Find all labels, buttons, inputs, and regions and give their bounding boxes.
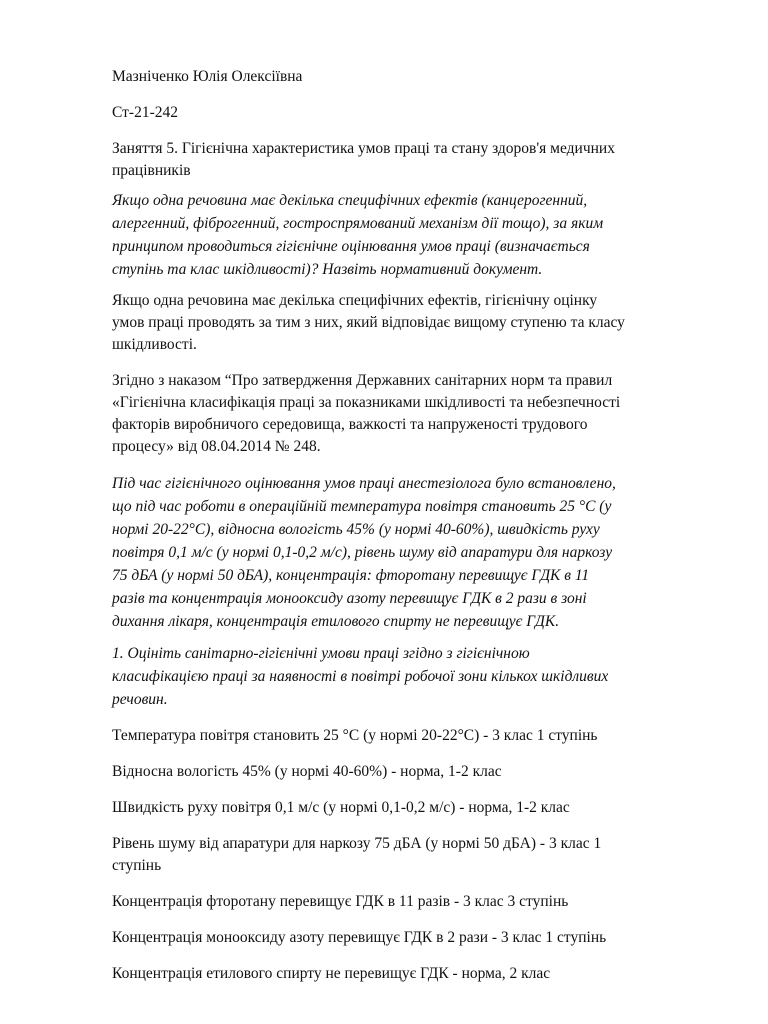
reference-line: Згідно з наказом “Про затвердження Державних санітарних норм та правил bbox=[112, 372, 613, 389]
answer-paragraph bbox=[112, 290, 712, 356]
subquestion-line: 1. Оцініть санітарно-гігієнічні умови праці згідно з гігієнічною bbox=[112, 645, 530, 662]
result-line: Концентрація етилового спирту не перевищує ГДК - норма, 2 клас bbox=[112, 965, 551, 982]
reference-line: факторів виробничого середовища, важкості та напруженості трудового bbox=[112, 416, 588, 433]
student-group: Ст-21-242 bbox=[112, 104, 178, 121]
task-line: що під час роботи в операційній температура повітря становить 25 °C (у bbox=[112, 498, 612, 515]
answer-line: шкідливості. bbox=[112, 336, 197, 353]
result-line: Концентрація фторотану перевищує ГДК в 11 разів - 3 клас 3 ступінь bbox=[112, 893, 569, 910]
task-line: 75 дБА (у нормі 50 дБА), концентрація: фторотану перевищує ГДК в 11 bbox=[112, 567, 590, 584]
task-line: нормі 20-22°C), відносна вологість 45% (у нормі 40-60%), швидкість руху bbox=[112, 521, 600, 538]
document-page bbox=[112, 66, 712, 999]
result-line: Відносна вологість 45% (у нормі 40-60%) - норма, 1-2 клас bbox=[112, 763, 502, 780]
answer-line: Якщо одна речовина має декілька специфічних ефектів, гігієнічну оцінку bbox=[112, 292, 598, 309]
task-line: повітря 0,1 м/с (у нормі 0,1-0,2 м/с), рівень шуму від апаратури для наркозу bbox=[112, 544, 613, 561]
result-nitric-oxide bbox=[112, 927, 712, 949]
result-air-speed bbox=[112, 797, 712, 819]
result-line: ступінь bbox=[112, 857, 162, 874]
question-paragraph bbox=[112, 189, 712, 281]
reference-line: процесу» від 08.04.2014 № 248. bbox=[112, 438, 321, 455]
result-noise bbox=[112, 833, 712, 877]
result-fluorotane bbox=[112, 891, 712, 913]
lesson-title bbox=[112, 138, 712, 182]
subquestion-line: речовин. bbox=[112, 691, 168, 708]
result-ethanol bbox=[112, 963, 712, 985]
subquestion-paragraph bbox=[112, 642, 712, 711]
result-humidity bbox=[112, 761, 712, 783]
question-line: ступінь та клас шкідливості)? Назвіть нормативний документ. bbox=[112, 261, 543, 278]
result-line: Температура повітря становить 25 °C (у нормі 20-22°C) - 3 клас 1 ступінь bbox=[112, 727, 598, 744]
lesson-title-line: Заняття 5. Гігієнічна характеристика умов праці та стану здоров'я медичних bbox=[112, 140, 615, 157]
result-line: Концентрація монооксиду азоту перевищує ГДК в 2 рази - 3 клас 1 ступінь bbox=[112, 929, 607, 946]
subquestion-line: класифікацією праці за наявності в повітрі робочої зони кількох шкідливих bbox=[112, 668, 609, 685]
answer-line: умов праці проводять за тим з них, який відповідає вищому ступеню та класу bbox=[112, 314, 625, 331]
result-line: Швидкість руху повітря 0,1 м/с (у нормі 0,1-0,2 м/с) - норма, 1-2 клас bbox=[112, 799, 570, 816]
task-line: разів та концентрація монооксиду азоту перевищує ГДК в 2 рази в зоні bbox=[112, 590, 587, 607]
task-paragraph bbox=[112, 472, 712, 633]
author-name: Мазніченко Юлія Олексіївна bbox=[112, 68, 303, 85]
question-line: алергенний, фіброгенний, гостроспрямований механізм дії тощо), за яким bbox=[112, 215, 604, 232]
lesson-title-line: працівників bbox=[112, 162, 191, 179]
question-line: Якщо одна речовина має декілька специфічних ефектів (канцерогенний, bbox=[112, 192, 588, 209]
reference-paragraph bbox=[112, 370, 712, 458]
result-temperature bbox=[112, 725, 712, 747]
reference-line: «Гігієнічна класифікація праці за показниками шкідливості та небезпечності bbox=[112, 394, 621, 411]
question-line: принципом проводиться гігієнічне оцінювання умов праці (визначається bbox=[112, 238, 590, 255]
task-line: Під час гігієнічного оцінювання умов праці анестезіолога було встановлено, bbox=[112, 475, 616, 492]
result-line: Рівень шуму від апаратури для наркозу 75 дБА (у нормі 50 дБА) - 3 клас 1 bbox=[112, 835, 602, 852]
task-line: дихання лікаря, концентрація етилового спирту не перевищує ГДК. bbox=[112, 613, 560, 630]
